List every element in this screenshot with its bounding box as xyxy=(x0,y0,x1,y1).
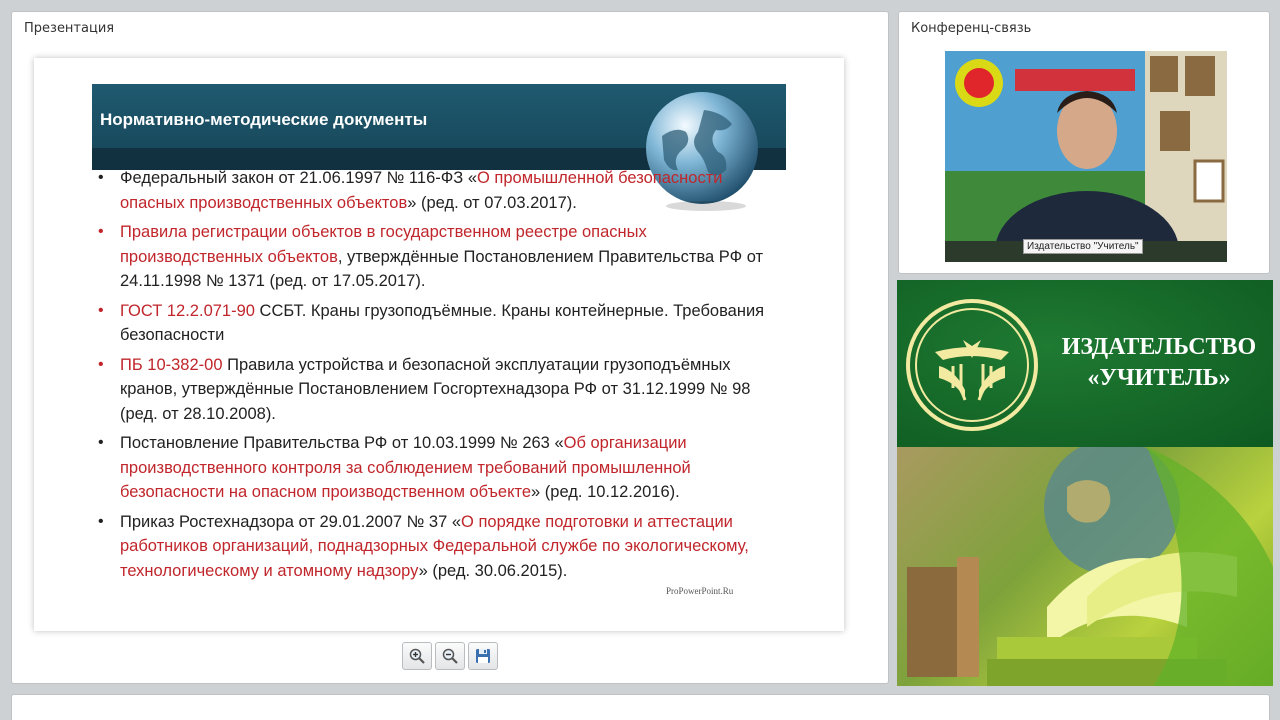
floppy-disk-icon xyxy=(474,647,492,665)
zoom-out-button[interactable] xyxy=(435,642,465,670)
participant-name-label: Издательство "Учитель" xyxy=(1023,239,1143,254)
slide-bullet-text: , утверждённые Постановлением Правительства РФ от 24.11.1998 № 1371 (ред. от 17.05.2017). xyxy=(120,247,764,290)
slide-bullet-highlight: Правила регистрации объектов в государственном реестре опасных производственных объектов xyxy=(120,223,647,266)
presentation-toolbar xyxy=(402,642,498,670)
slide-bullet-item xyxy=(96,510,786,584)
slide-bullet-text: ССБТ. Краны грузоподъёмные. Краны контейнерные. Требования безопасности xyxy=(120,301,765,344)
presentation-panel xyxy=(11,11,889,684)
slide-bullet-item xyxy=(96,353,786,427)
slide-bullet-text: » (ред. от 07.03.2017). xyxy=(407,193,577,212)
slide-bullet-text: » (ред. 10.12.2016). xyxy=(531,483,680,501)
slide-bullet-item xyxy=(96,166,786,215)
publisher-name-line2: «УЧИТЕЛЬ» xyxy=(1087,365,1231,391)
slide-bullet-item xyxy=(96,220,786,294)
publisher-logo-icon xyxy=(903,296,1041,434)
books-and-globe-image xyxy=(897,447,1273,686)
conference-panel-title: Конференц-связь xyxy=(911,21,1032,36)
slide-bullet-highlight: Об организации производственного контроля за соблюдением требований промышленной безопасности на опасном производственном объекте xyxy=(120,434,691,501)
slide-bullet-highlight: ПБ 10-382-00 xyxy=(120,355,223,374)
publisher-name xyxy=(1047,332,1271,394)
slide-bullet-text: Правила устройства и безопасной эксплуатации грузоподъёмных кранов, утверждённые Постановлением Госгортехнадзора РФ от 31.12.1999 № 98 (ред. от 28.10.2008). xyxy=(120,355,751,423)
save-button[interactable] xyxy=(468,642,498,670)
brand-banner xyxy=(897,280,1273,686)
publisher-name-line1: ИЗДАТЕЛЬСТВО xyxy=(1061,334,1257,360)
slide-bullet-item xyxy=(96,431,786,505)
conference-panel xyxy=(898,11,1270,274)
brand-banner-top xyxy=(897,280,1273,447)
slide-bullet-text: Постановление Правительства РФ от 10.03.1999 № 263 « xyxy=(120,434,564,452)
slide-title: Нормативно-методические документы xyxy=(100,110,428,129)
zoom-in-button[interactable] xyxy=(402,642,432,670)
slide-bullet-item xyxy=(96,299,786,348)
zoom-in-icon xyxy=(408,647,426,665)
video-frame-image xyxy=(945,51,1227,262)
bottom-panel xyxy=(11,694,1270,720)
slide-bullet-text: » (ред. 30.06.2015). xyxy=(418,561,568,580)
brand-banner-image xyxy=(897,447,1273,686)
slide xyxy=(34,58,844,631)
video-feed[interactable] xyxy=(945,51,1227,262)
slide-bullet-highlight: ГОСТ 12.2.071-90 xyxy=(120,301,255,320)
slide-bullet-text: Федеральный закон от 21.06.1997 № 116-ФЗ « xyxy=(120,169,478,187)
presentation-panel-title: Презентация xyxy=(24,21,115,36)
zoom-out-icon xyxy=(441,647,459,665)
slide-bullet-text: Приказ Ростехнадзора от 29.01.2007 № 37 « xyxy=(120,512,462,531)
slide-credit: ProPowerPoint.Ru xyxy=(666,586,734,596)
slide-bullet-list xyxy=(96,166,786,588)
slide-bullet-highlight: О порядке подготовки и аттестации работников организаций, поднадзорных Федеральной службе по экологическому, технологическому и атомному надзору xyxy=(120,512,749,580)
slide-bullet-highlight: О промышленной безопасности опасных производственных объектов xyxy=(120,169,723,212)
